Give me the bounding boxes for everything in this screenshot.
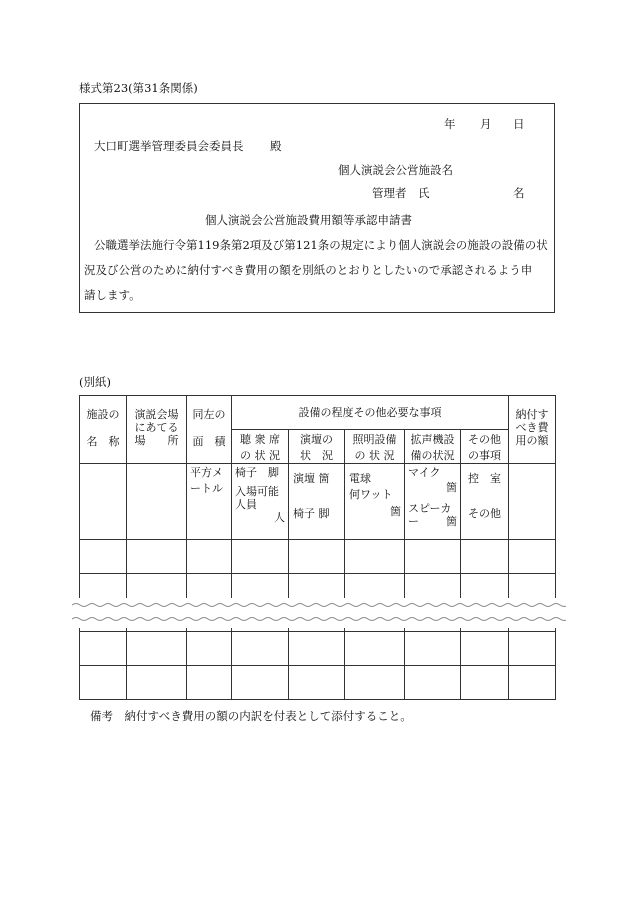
cell-other: 控 室 その他 — [461, 464, 509, 540]
body-line-3: 請します。 — [84, 288, 141, 302]
table-row — [80, 632, 556, 666]
honorific: 殿 — [270, 139, 282, 153]
attachment-label: (別紙) — [79, 375, 111, 389]
body-line-2: 況及び公営のために納付すべき費用の額を別紙のとおりとしたいので承認されるよう申 — [84, 263, 533, 277]
subheader-sound: 拡声機設 備の状況 — [405, 430, 461, 464]
header-venue-place: 演説会場 にあてる 場 所 — [127, 396, 187, 464]
subheader-other: その他 の事項 — [461, 430, 509, 464]
cell-stage: 演壇 箇 椅子 脚 — [289, 464, 345, 540]
cell-facility — [80, 464, 127, 540]
subheader-lighting: 照明設備 の 状 況 — [345, 430, 405, 464]
facility-label: 個人演説会公営施設名 — [338, 163, 453, 177]
header-fee: 納付す べき費 用の額 — [509, 396, 556, 464]
cell-place — [127, 464, 187, 540]
note: 備考 納付すべき費用の額の内訳を付表として添付すること。 — [90, 709, 412, 723]
date-day: 日 — [513, 117, 525, 131]
header-facility-name: 施設の 名 称 — [80, 396, 127, 464]
equipment-table — [79, 395, 556, 700]
table-break-marker — [72, 598, 566, 628]
subheader-stage: 演壇の 状 況 — [289, 430, 345, 464]
date-month: 月 — [480, 117, 492, 131]
application-box — [79, 103, 555, 313]
table-row — [80, 666, 556, 700]
body-line-1: 公職選挙法施行令第119条第2項及び第121条の規定により個人演説会の施設の設備の状 — [94, 238, 548, 252]
addressee: 大口町選挙管理委員会委員長 — [94, 139, 244, 153]
wavy-break-lines-icon — [72, 598, 566, 628]
table-row — [80, 540, 556, 574]
header-area: 同左の 面 積 — [187, 396, 232, 464]
cell-area: 平方メ ートル — [187, 464, 232, 540]
manager-name-suffix: 名 — [513, 186, 525, 200]
form-label: 様式第23(第31条関係) — [79, 81, 198, 95]
document-title: 個人演説会公営施設費用額等承認申請書 — [205, 213, 412, 227]
cell-seating: 椅子 脚 入場可能 人員 人 — [232, 464, 289, 540]
manager-label: 管理者 氏 — [372, 186, 430, 200]
date-year: 年 — [444, 117, 456, 131]
subheader-seating: 聴 衆 席 の 状 況 — [232, 430, 289, 464]
cell-fee — [509, 464, 556, 540]
cell-lighting: 電球 何ワット 箇 — [345, 464, 405, 540]
cell-sound: マイク 箇 スピーカ ー 箇 — [405, 464, 461, 540]
header-equipment: 設備の程度その他必要な事項 — [232, 396, 509, 430]
